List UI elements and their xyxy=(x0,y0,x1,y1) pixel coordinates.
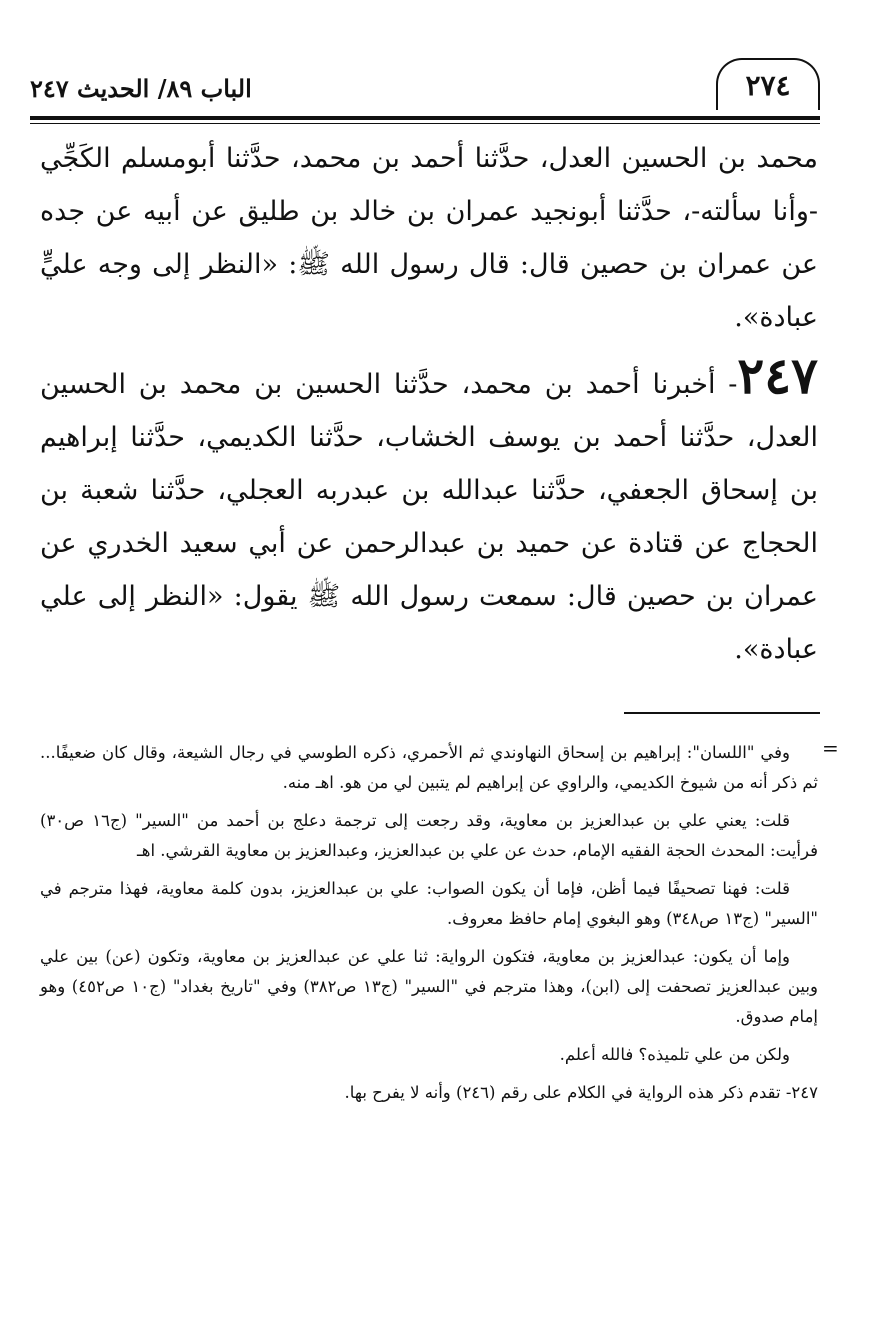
footnotes xyxy=(40,738,818,1116)
footnote-paragraph: وإما أن يكون: عبدالعزيز بن معاوية، فتكون الرواية: ثنا علي عن عبدالعزيز بن معاوية، وتكون (عن) بين علي وبين عبدالعزيز تصحفت إلى (ابن)، وهذا مترجم في "السير" (ج١٣ ص٣٨٢) وفي "تاريخ بغداد" (ج١٠ ص٤٥٢) وهو إمام صدوق. xyxy=(40,947,818,1026)
footnote-continuation-mark: = xyxy=(822,736,839,760)
header-rule-thin xyxy=(30,123,820,124)
hadith-number: ٢٤٧ xyxy=(737,346,818,405)
page-number: ٢٧٤ xyxy=(716,58,820,110)
hadith-247-text: - أخبرنا أحمد بن محمد، حدَّثنا الحسين بن محمد بن الحسين العدل، حدَّثنا أحمد بن يوسف الخشاب، حدَّثنا الكديمي، حدَّثنا إبراهيم بن إسحاق الجعفي، حدَّثنا عبدالله بن عبدربه العجلي، حدَّثنا شعبة بن الحجاج عن قتادة عن حميد بن عبدالرحمن عن أبي سعيد الخدري عن عمران بن حصين قال: سمعت رسول الله ﷺ يقول: «النظر إلى علي عبادة». xyxy=(40,369,818,665)
main-text xyxy=(40,132,818,676)
footnote-separator xyxy=(624,712,820,714)
hadith-247-paragraph xyxy=(40,346,818,676)
hadith-continuation-paragraph: محمد بن الحسين العدل، حدَّثنا أحمد بن محمد، حدَّثنا أبومسلم الكَجِّي -وأنا سألته-، حدَّثنا أبونجيد عمران بن خالد بن طليق عن أبيه عن جده عن عمران بن حصين قال: قال رسول الله ﷺ: «النظر إلى وجه عليٍّ عبادة». xyxy=(40,143,818,333)
footnote-paragraph: قلت: فهنا تصحيفًا فيما أظن، فإما أن يكون الصواب: علي بن عبدالعزيز، بدون كلمة معاوية، فهذا مترجم في "السير" (ج١٣ ص٣٤٨) وهو البغوي إمام حافظ معروف. xyxy=(40,879,818,928)
footnote-247: ٢٤٧- تقدم ذكر هذه الرواية في الكلام على رقم (٢٤٦) وأنه لا يفرح بها. xyxy=(344,1083,818,1102)
footnote-paragraph: وفي "اللسان": إبراهيم بن إسحاق النهاوندي ثم الأحمري، ذكره الطوسي في رجال الشيعة، وقال كان ضعيفًا... ثم ذكر أنه من شيوخ الكديمي، والراوي عن إبراهيم لم يتبين لي من هو. اهـ منه. xyxy=(40,743,818,792)
header-rule-thick xyxy=(30,116,820,120)
running-head: الباب ٨٩/ الحديث ٢٤٧ xyxy=(30,74,252,103)
page-header xyxy=(30,58,820,120)
footnote-paragraph: ولكن من علي تلميذه؟ فالله أعلم. xyxy=(559,1045,790,1064)
footnote-paragraph: قلت: يعني علي بن عبدالعزيز بن معاوية، وقد رجعت إلى ترجمة دعلج بن أحمد من "السير" (ج١٦ ص٣٠) فرأيت: المحدث الحجة الفقيه الإمام، حدث عن علي بن عبدالعزيز، وعبدالعزيز بن معاوية القرشي. اهـ xyxy=(40,811,818,860)
